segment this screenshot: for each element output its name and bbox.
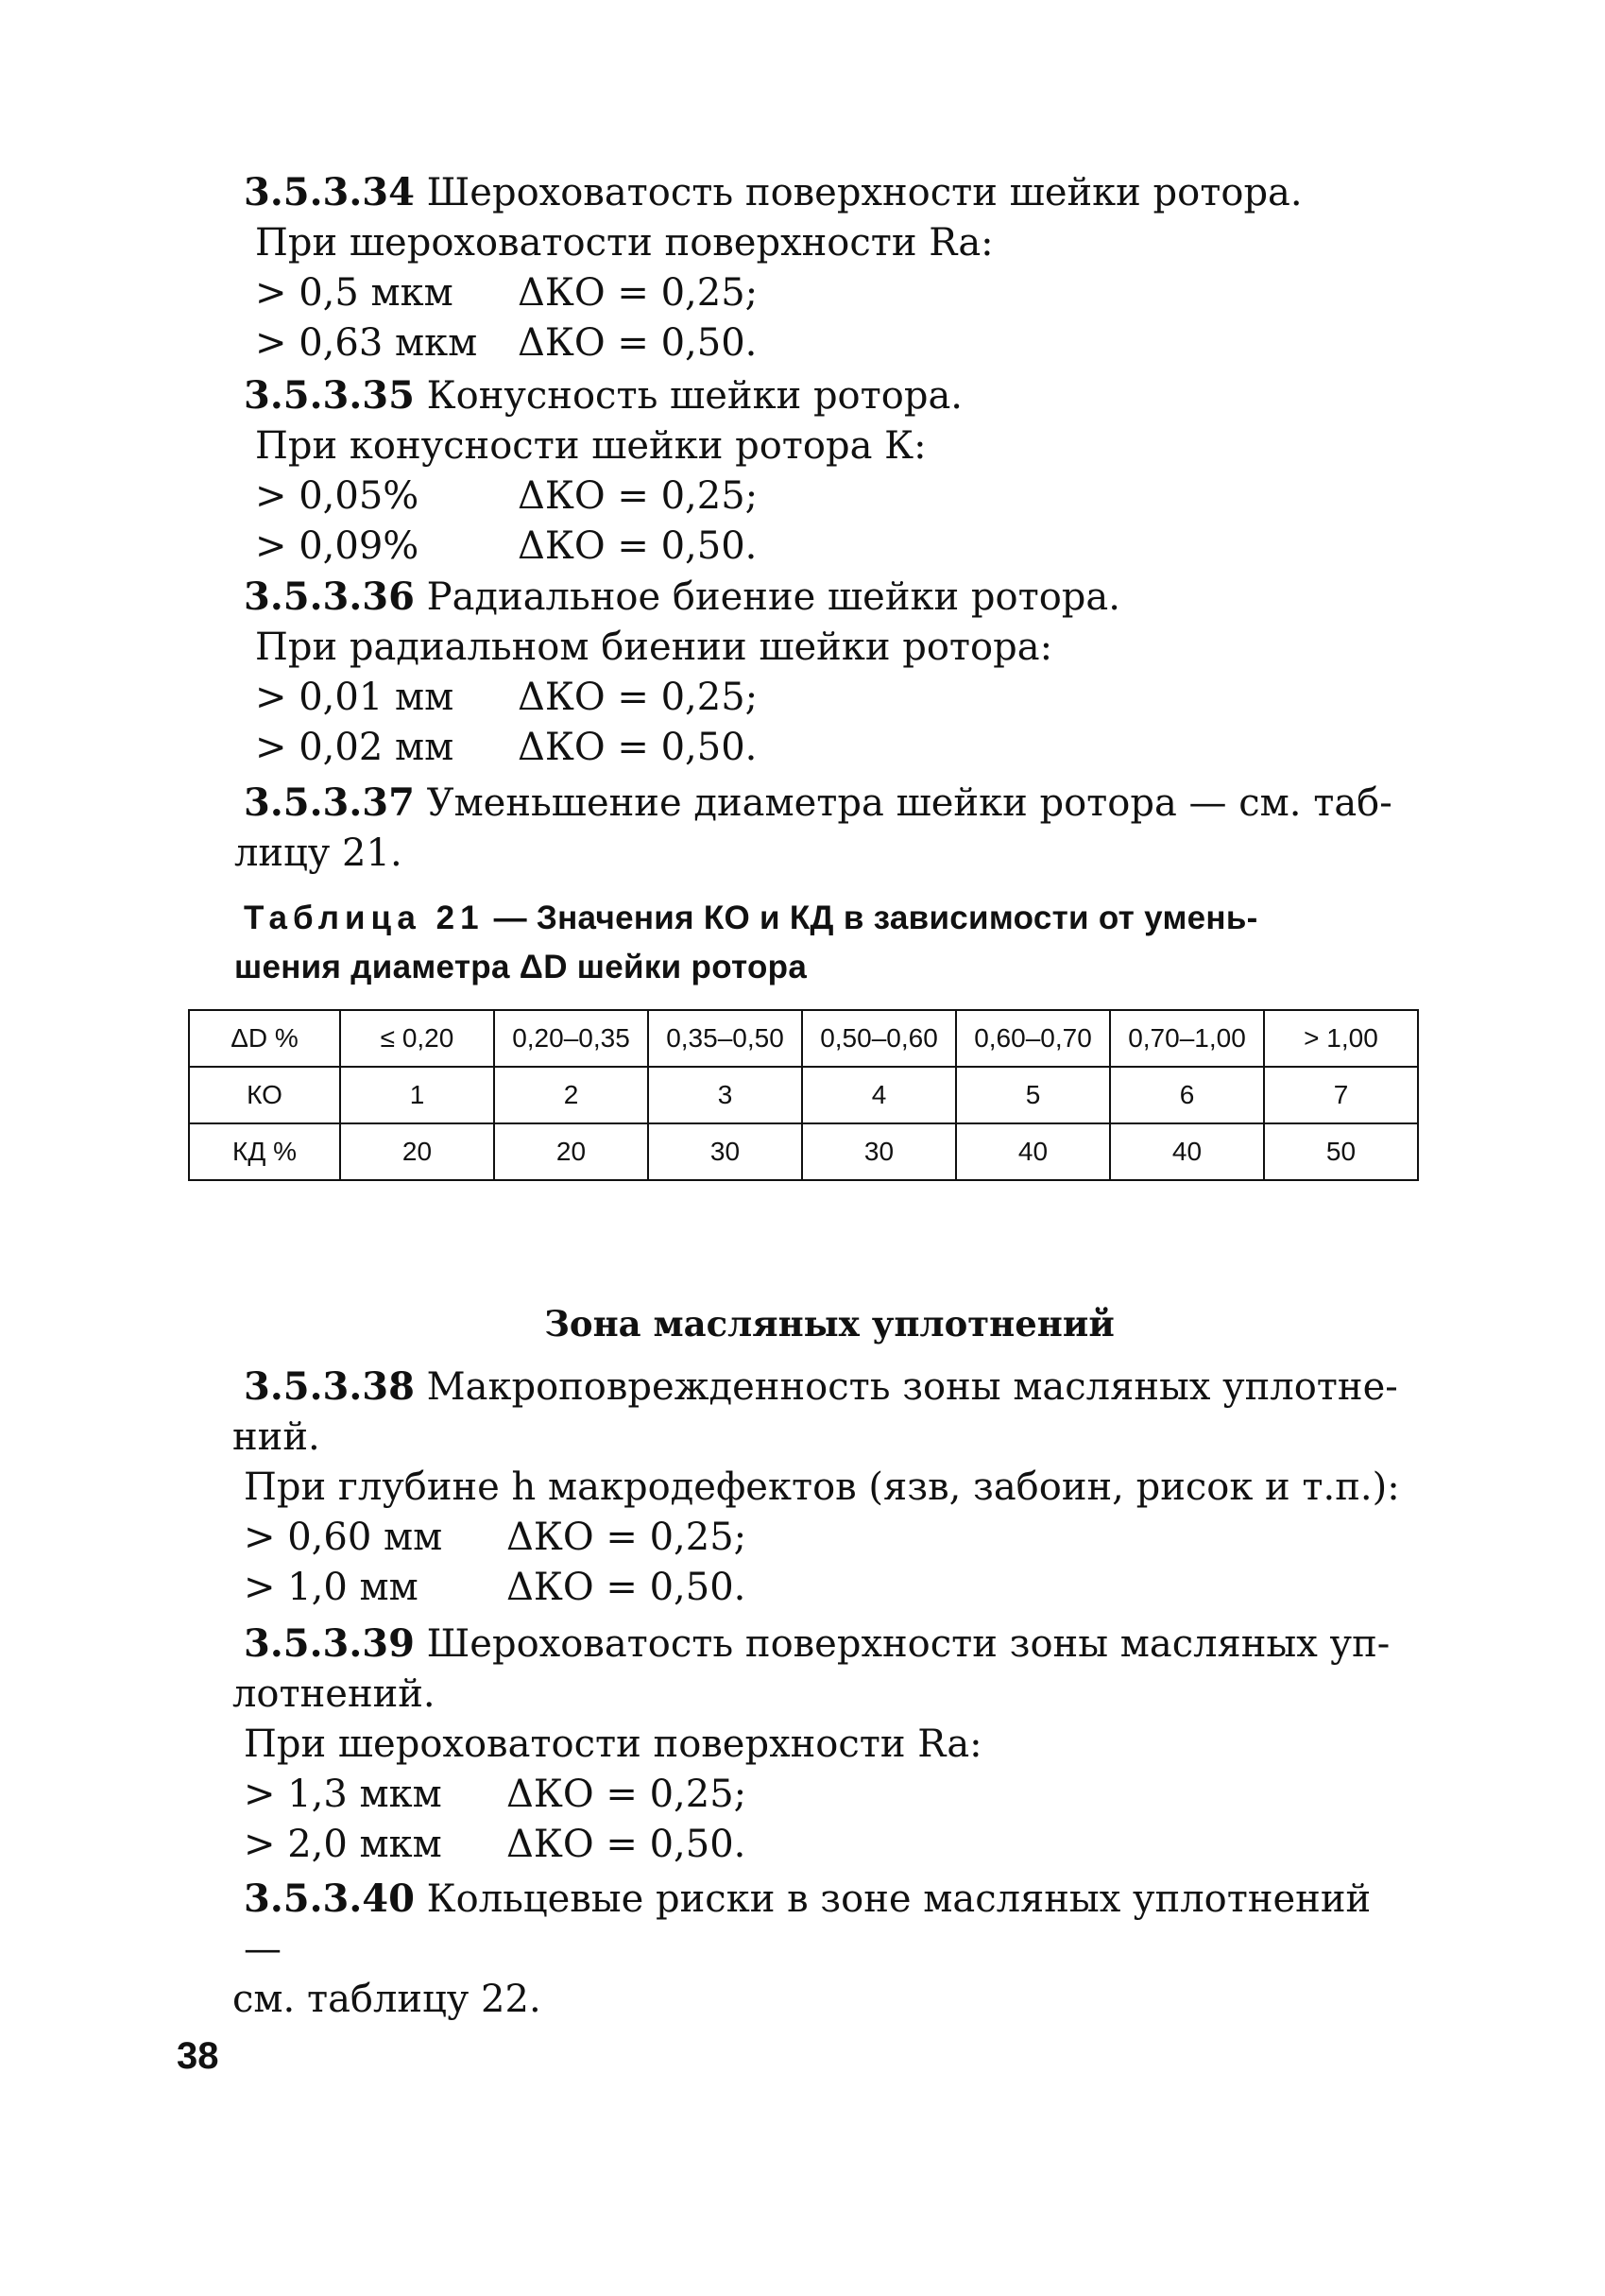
- criterion-row: [244, 1820, 1415, 1870]
- criterion-row: [244, 723, 1415, 773]
- section-number: 3.5.3.34: [244, 170, 415, 214]
- criterion-row: [244, 522, 1415, 572]
- criterion-condition: > 0,63 мкм: [255, 321, 478, 365]
- table-cell: 0,35–0,50: [648, 1010, 802, 1067]
- page-number: 38: [177, 2035, 219, 2077]
- section-number: 3.5.3.35: [244, 373, 415, 418]
- section-number: 3.5.3.39: [244, 1621, 415, 1666]
- section-intro: При шероховатости поверхности Ra:: [255, 221, 994, 265]
- criterion-condition: > 0,60 мм: [244, 1516, 443, 1559]
- table-cell: 20: [340, 1123, 494, 1180]
- criterion-condition: > 0,09%: [255, 524, 419, 568]
- section-3-5-3-37: [234, 778, 1415, 879]
- section-intro: При шероховатости поверхности Ra:: [244, 1722, 982, 1766]
- table-cell: 40: [1110, 1123, 1264, 1180]
- table-cell: 7: [1264, 1067, 1418, 1123]
- table-cell: 0,60–0,70: [956, 1010, 1110, 1067]
- table-cell: 1: [340, 1067, 494, 1123]
- table-21: [188, 1009, 1419, 1181]
- table-cell: 3: [648, 1067, 802, 1123]
- table-title: — Значения КО и КД в зависимости от умень-: [484, 900, 1258, 936]
- table-cell: ≤ 0,20: [340, 1010, 494, 1067]
- table-cell: 5: [956, 1067, 1110, 1123]
- section-text-line1: Уменьшение диаметра шейки ротора — см. таб-: [426, 781, 1392, 825]
- table-cell: КО: [189, 1067, 340, 1123]
- table-cell: 50: [1264, 1123, 1418, 1180]
- section-title: Конусность шейки ротора.: [426, 374, 964, 418]
- section-title: Шероховатость поверхности шейки ротора.: [426, 171, 1303, 214]
- criterion-row: [244, 1770, 1415, 1820]
- section-3-5-3-35: [244, 370, 1415, 572]
- table-cell: КД %: [189, 1123, 340, 1180]
- section-text-line1: Макроповрежденность зоны масляных уплотне-: [426, 1365, 1398, 1409]
- criterion-value: ΔКО = 0,50.: [518, 524, 758, 568]
- section-title: Радиальное биение шейки ротора.: [426, 575, 1120, 619]
- table-label: Таблица 21: [244, 900, 485, 936]
- section-intro: При конусности шейки ротора К:: [255, 424, 927, 468]
- criterion-condition: > 1,0 мм: [244, 1566, 418, 1609]
- criterion-value: ΔКО = 0,50.: [518, 726, 758, 769]
- section-text-line2: ний.: [232, 1415, 320, 1459]
- table-cell: 30: [648, 1123, 802, 1180]
- zone-heading: Зона масляных уплотнений: [544, 1303, 1115, 1345]
- section-number: 3.5.3.36: [244, 574, 415, 619]
- section-3-5-3-39: [232, 1619, 1415, 1870]
- table-cell: ΔD %: [189, 1010, 340, 1067]
- criterion-row: [244, 673, 1415, 723]
- criterion-value: ΔКО = 0,25;: [506, 1516, 747, 1559]
- criterion-value: ΔКО = 0,25;: [518, 474, 759, 518]
- zone-heading-wrap: [244, 1300, 1415, 1347]
- table-row: [189, 1067, 1418, 1123]
- section-3-5-3-38: [232, 1362, 1415, 1613]
- section-number: 3.5.3.37: [244, 780, 415, 825]
- section-number: 3.5.3.40: [244, 1876, 415, 1921]
- criterion-condition: > 0,01 мм: [255, 676, 454, 719]
- section-intro: При глубине h макродефектов (язв, забоин, рисок и т.п.):: [244, 1465, 1400, 1509]
- criterion-value: ΔКО = 0,50.: [518, 321, 758, 365]
- section-3-5-3-36: [244, 572, 1415, 773]
- criterion-row: [244, 471, 1415, 522]
- criterion-value: ΔКО = 0,50.: [506, 1823, 746, 1866]
- table-cell: 6: [1110, 1067, 1264, 1123]
- criterion-condition: > 1,3 мкм: [244, 1773, 442, 1816]
- criterion-condition: > 2,0 мкм: [244, 1823, 442, 1866]
- section-number: 3.5.3.38: [244, 1364, 415, 1409]
- section-3-5-3-40: [232, 1874, 1415, 2025]
- table-row: [189, 1123, 1418, 1180]
- table-cell: 30: [802, 1123, 956, 1180]
- table-cell: 4: [802, 1067, 956, 1123]
- table-cell: 2: [494, 1067, 648, 1123]
- table-cell: 0,50–0,60: [802, 1010, 956, 1067]
- section-text-line2: см. таблицу 22.: [232, 1978, 541, 2021]
- table-21-caption: [234, 894, 1415, 992]
- table-cell: 40: [956, 1123, 1110, 1180]
- table-cell: 20: [494, 1123, 648, 1180]
- criterion-row: [244, 1513, 1415, 1563]
- criterion-row: [244, 318, 1415, 368]
- criterion-value: ΔКО = 0,25;: [518, 271, 759, 315]
- table-cell: > 1,00: [1264, 1010, 1418, 1067]
- criterion-value: ΔКО = 0,25;: [506, 1773, 747, 1816]
- criterion-condition: > 0,05%: [255, 474, 419, 518]
- table-title-line2: шения диаметра ΔD шейки ротора: [234, 949, 808, 985]
- section-text-line1: Кольцевые риски в зоне масляных уплотнений —: [244, 1877, 1372, 1971]
- section-text-line1: Шероховатость поверхности зоны масляных уп-: [426, 1622, 1391, 1666]
- criterion-row: [244, 268, 1415, 318]
- table-cell: 0,70–1,00: [1110, 1010, 1264, 1067]
- section-intro: При радиальном биении шейки ротора:: [255, 625, 1053, 669]
- criterion-condition: > 0,02 мм: [255, 726, 454, 769]
- criterion-condition: > 0,5 мкм: [255, 271, 453, 315]
- criterion-value: ΔКО = 0,25;: [518, 676, 759, 719]
- section-text-line2: лотнений.: [232, 1672, 435, 1716]
- section-text-line2: лицу 21.: [234, 831, 402, 875]
- section-3-5-3-34: [244, 167, 1415, 368]
- table-cell: 0,20–0,35: [494, 1010, 648, 1067]
- table-header-row: [189, 1010, 1418, 1067]
- criterion-row: [244, 1563, 1415, 1613]
- criterion-value: ΔКО = 0,50.: [506, 1566, 746, 1609]
